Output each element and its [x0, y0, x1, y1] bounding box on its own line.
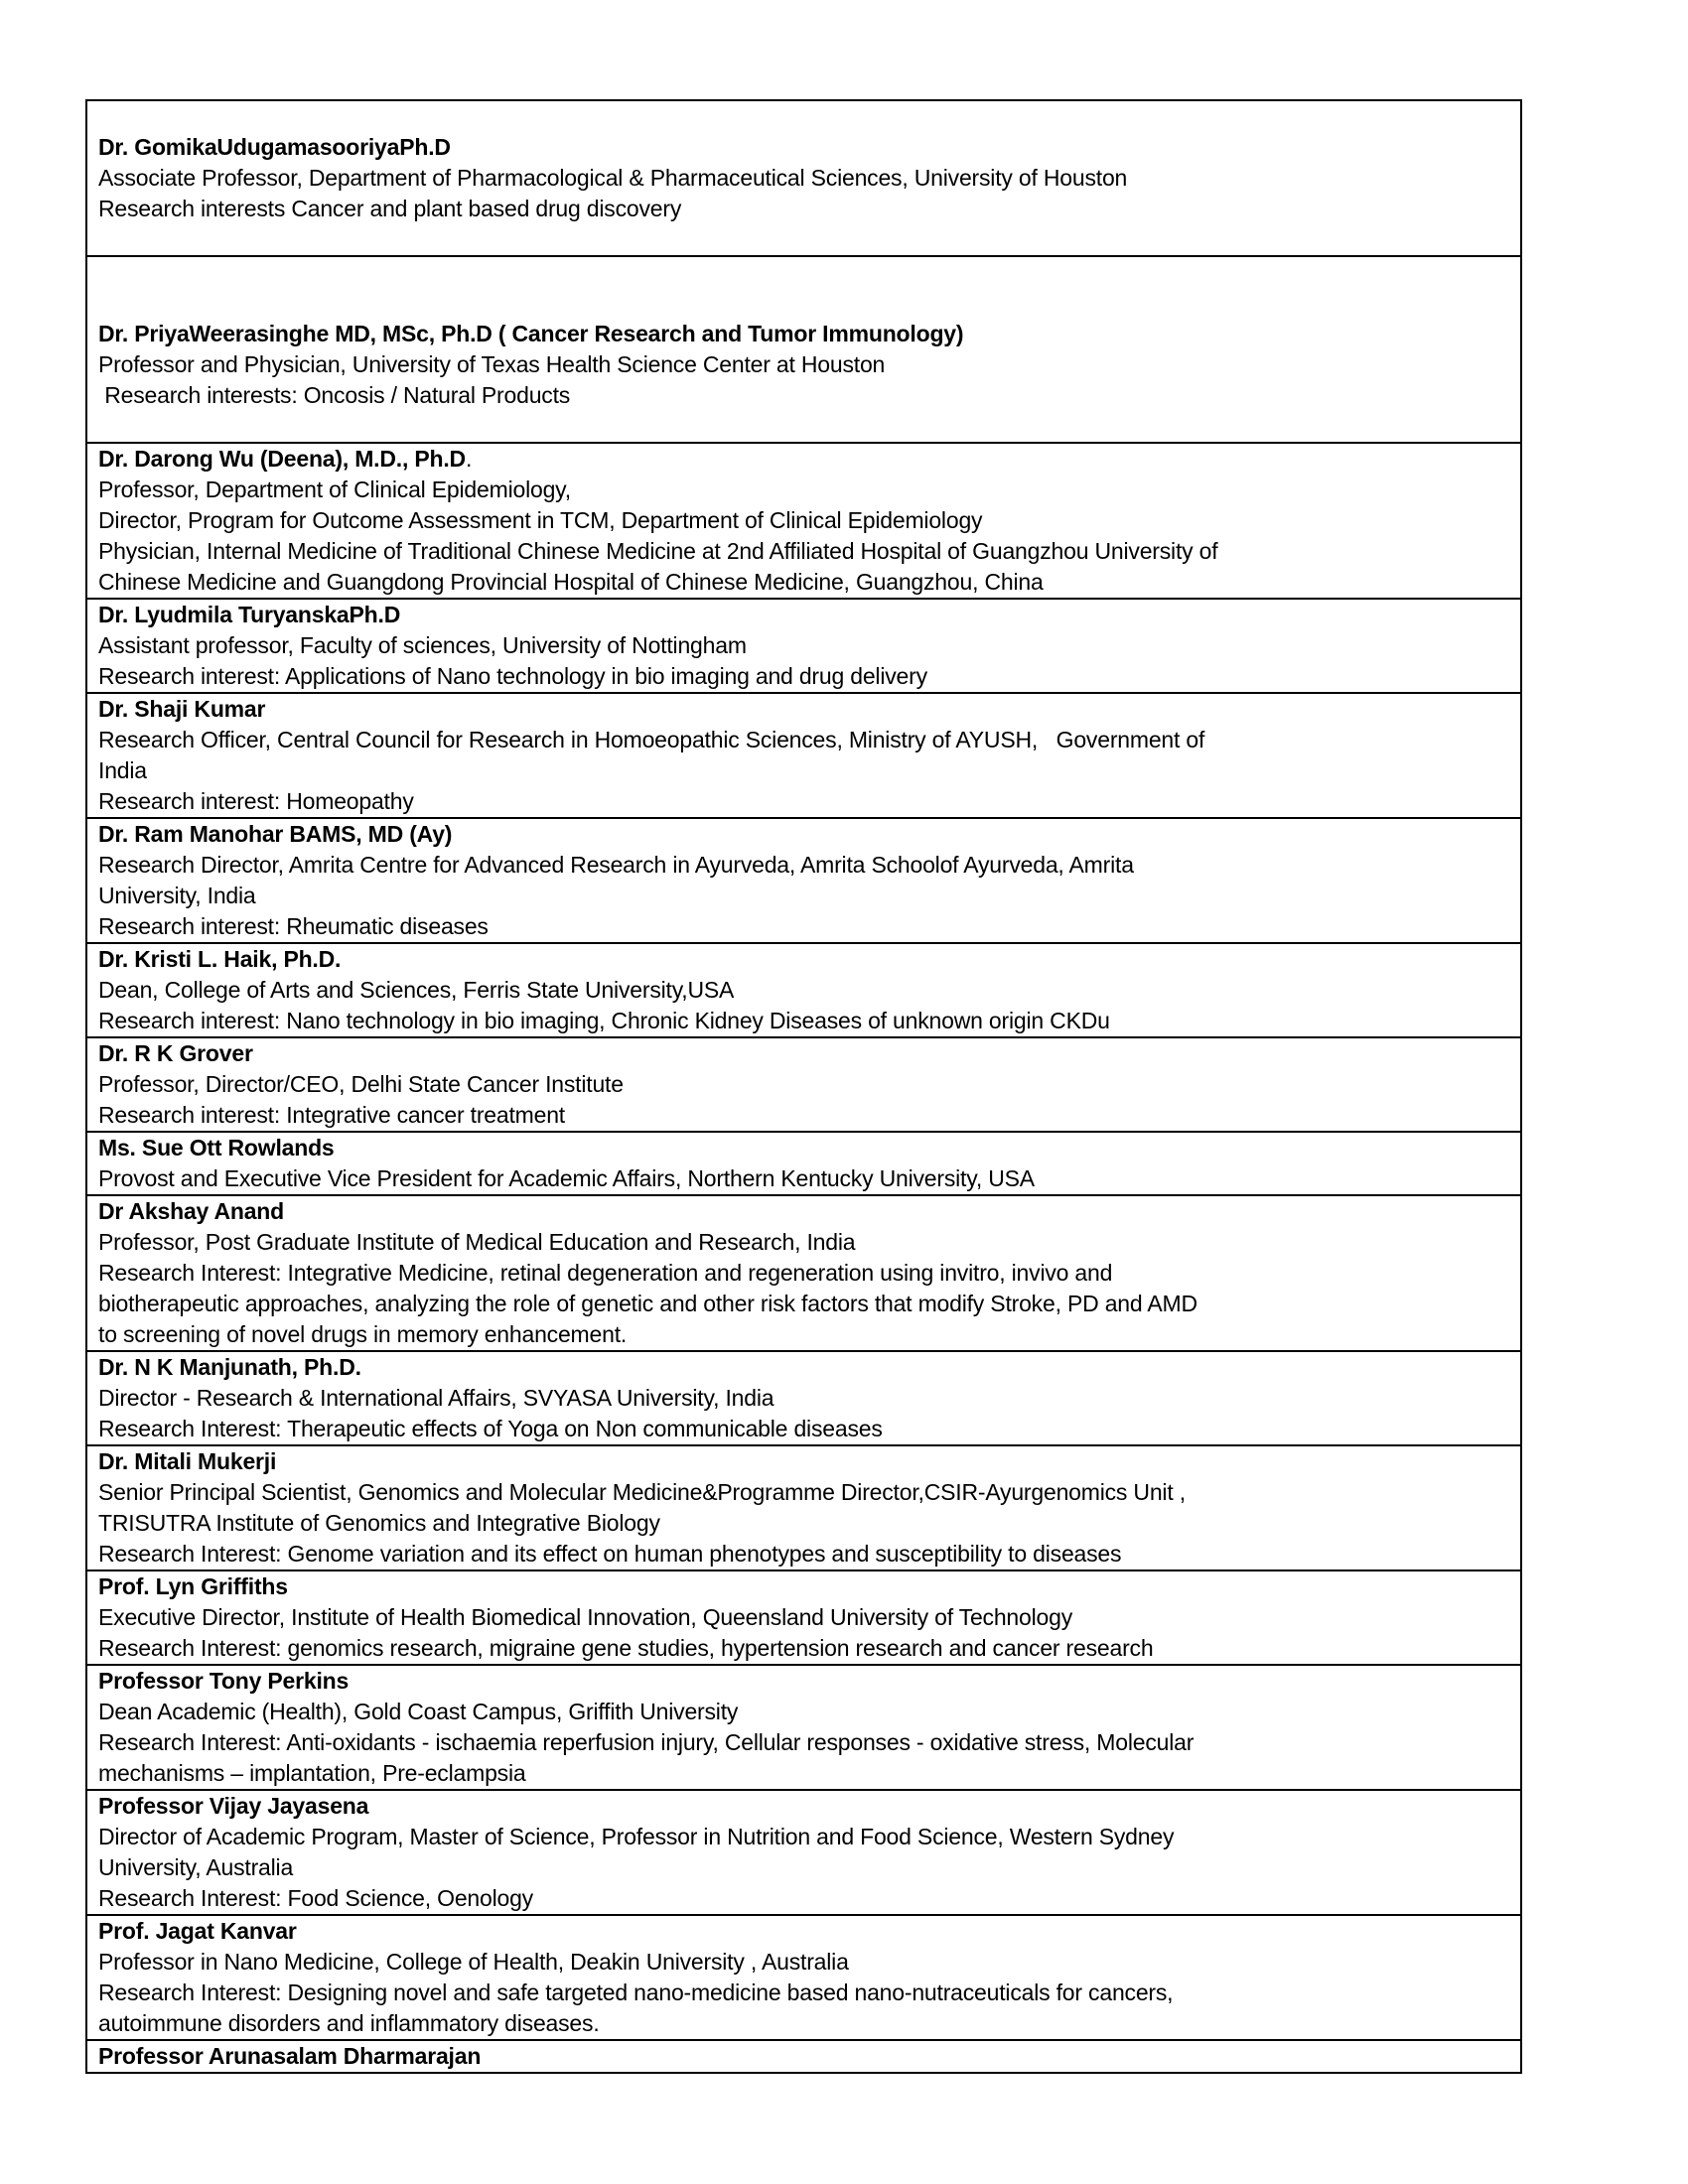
- member-detail-line: Research interest: Applications of Nano technology in bio imaging and drug delivery: [98, 663, 927, 689]
- member-name: Dr Akshay Anand: [98, 1198, 285, 1224]
- blank-line: [98, 224, 1506, 255]
- member-row: [86, 1665, 1521, 1790]
- member-detail-line: TRISUTRA Institute of Genomics and Integrative Biology: [98, 1510, 660, 1536]
- member-detail-line: Professor and Physician, University of Texas Health Science Center at Houston: [98, 351, 886, 377]
- member-detail-line: autoimmune disorders and inflammatory diseases.: [98, 2010, 600, 2036]
- member-name: Dr. Lyudmila TuryanskaPh.D: [98, 602, 401, 627]
- member-name: Dr. Ram Manohar BAMS, MD (Ay): [98, 821, 453, 847]
- blank-line: [98, 288, 1506, 319]
- member-detail-line: Chinese Medicine and Guangdong Provincial Hospital of Chinese Medicine, Guangzhou, China: [98, 569, 1044, 595]
- member-detail-line: Director - Research & International Affairs, SVYASA University, India: [98, 1385, 774, 1411]
- member-row: [86, 1445, 1521, 1570]
- member-cell: [86, 256, 1521, 443]
- member-cell: [86, 1790, 1521, 1915]
- member-detail-line: Research interests Cancer and plant based drug discovery: [98, 196, 682, 221]
- member-detail-line: Research Interest: Therapeutic effects of Yoga on Non communicable diseases: [98, 1416, 883, 1441]
- member-row: [86, 1132, 1521, 1195]
- member-name: Dr. Shaji Kumar: [98, 696, 266, 722]
- member-cell: [86, 100, 1521, 256]
- member-row: [86, 1351, 1521, 1445]
- member-name: Professor Vijay Jayasena: [98, 1793, 369, 1819]
- member-detail-line: Research Interest: Anti-oxidants - ischaemia reperfusion injury, Cellular responses - oxidative stress, Molecular: [98, 1729, 1195, 1755]
- member-name: Dr. Kristi L. Haik, Ph.D.: [98, 946, 342, 972]
- blank-line: [98, 411, 1506, 442]
- committee-members-table: [85, 99, 1522, 2074]
- member-detail-line: Research Interest: Food Science, Oenology: [98, 1885, 533, 1911]
- member-detail-line: Research Interest: Designing novel and safe targeted nano-medicine based nano-nutraceuticals for cancers,: [98, 1979, 1174, 2005]
- member-detail-line: Senior Principal Scientist, Genomics and Molecular Medicine&Programme Director,CSIR-Ayurgenomics Unit ,: [98, 1479, 1186, 1505]
- member-detail-line: Research Interest: genomics research, migraine gene studies, hypertension research and cancer research: [98, 1635, 1154, 1661]
- member-name-suffix: .: [465, 446, 473, 472]
- member-detail-line: Research Officer, Central Council for Research in Homoeopathic Sciences, Ministry of AYUSH, Government of: [98, 727, 1205, 752]
- member-cell: [86, 1351, 1521, 1445]
- member-name: Dr. GomikaUdugamasooriyaPh.D: [98, 134, 451, 160]
- member-cell: [86, 1915, 1521, 2040]
- blank-line: [98, 257, 1506, 288]
- member-name: Dr. N K Manjunath, Ph.D.: [98, 1354, 361, 1380]
- member-name: Dr. Darong Wu (Deena), M.D., Ph.D.: [98, 446, 473, 472]
- member-cell: [86, 599, 1521, 693]
- member-name: Prof. Lyn Griffiths: [98, 1573, 288, 1599]
- member-row: [86, 1570, 1521, 1665]
- member-detail-line: Research interest: Integrative cancer treatment: [98, 1102, 565, 1128]
- member-detail-line: Research interests: Oncosis / Natural Products: [98, 382, 571, 408]
- member-cell: [86, 693, 1521, 818]
- member-detail-line: Research interest: Homeopathy: [98, 788, 414, 814]
- member-detail-line: biotherapeutic approaches, analyzing the role of genetic and other risk factors that modify Stroke, PD and AMD: [98, 1291, 1197, 1316]
- member-row: [86, 818, 1521, 943]
- member-detail-line: Director of Academic Program, Master of Science, Professor in Nutrition and Food Science, Western Sydney: [98, 1824, 1175, 1849]
- member-row: [86, 256, 1521, 443]
- member-cell: [86, 1195, 1521, 1351]
- member-cell: [86, 943, 1521, 1037]
- member-name: Professor Tony Perkins: [98, 1668, 350, 1694]
- member-row: [86, 443, 1521, 599]
- member-name: Prof. Jagat Kanvar: [98, 1918, 297, 1944]
- member-row: [86, 1195, 1521, 1351]
- member-name: Ms. Sue Ott Rowlands: [98, 1135, 335, 1160]
- member-detail-line: Professor, Director/CEO, Delhi State Cancer Institute: [98, 1071, 624, 1097]
- member-detail-line: Dean, College of Arts and Sciences, Ferris State University,USA: [98, 977, 735, 1003]
- member-row: [86, 1037, 1521, 1132]
- member-row: [86, 1790, 1521, 1915]
- member-detail-line: Professor in Nano Medicine, College of Health, Deakin University , Australia: [98, 1949, 849, 1975]
- member-detail-line: to screening of novel drugs in memory enhancement.: [98, 1321, 628, 1347]
- member-detail-line: Director, Program for Outcome Assessment in TCM, Department of Clinical Epidemiology: [98, 507, 983, 533]
- member-row: [86, 100, 1521, 256]
- member-detail-line: India: [98, 757, 147, 783]
- member-detail-line: Professor, Department of Clinical Epidemiology,: [98, 477, 571, 502]
- member-detail-line: Assistant professor, Faculty of sciences, University of Nottingham: [98, 632, 747, 658]
- member-detail-line: Research Director, Amrita Centre for Advanced Research in Ayurveda, Amrita Schoolof Ayurveda, Amrita: [98, 852, 1134, 878]
- member-name: Dr. PriyaWeerasinghe MD, MSc, Ph.D ( Cancer Research and Tumor Immunology): [98, 321, 964, 346]
- member-detail-line: Physician, Internal Medicine of Traditional Chinese Medicine at 2nd Affiliated Hospital of Guangzhou University of: [98, 538, 1218, 564]
- blank-line: [98, 101, 1506, 132]
- member-cell: [86, 2040, 1521, 2073]
- member-name: Dr. R K Grover: [98, 1040, 253, 1066]
- member-name: Dr. Mitali Mukerji: [98, 1448, 277, 1474]
- member-cell: [86, 1665, 1521, 1790]
- member-cell: [86, 1445, 1521, 1570]
- member-detail-line: mechanisms – implantation, Pre-eclampsia: [98, 1760, 526, 1786]
- member-cell: [86, 1570, 1521, 1665]
- member-cell: [86, 818, 1521, 943]
- member-name: Professor Arunasalam Dharmarajan: [98, 2043, 482, 2069]
- member-row: [86, 2040, 1521, 2073]
- committee-members-table-body: [86, 100, 1521, 2073]
- member-detail-line: University, Australia: [98, 1854, 294, 1880]
- member-detail-line: Research interest: Rheumatic diseases: [98, 913, 489, 939]
- member-cell: [86, 443, 1521, 599]
- member-detail-line: University, India: [98, 883, 256, 908]
- member-row: [86, 693, 1521, 818]
- member-detail-line: Provost and Executive Vice President for Academic Affairs, Northern Kentucky University, USA: [98, 1165, 1035, 1191]
- member-row: [86, 1915, 1521, 2040]
- member-detail-line: Research Interest: Integrative Medicine, retinal degeneration and regeneration using invitro, invivo and: [98, 1260, 1113, 1286]
- member-detail-line: Research interest: Nano technology in bio imaging, Chronic Kidney Diseases of unknown origin CKDu: [98, 1008, 1110, 1033]
- member-detail-line: Associate Professor, Department of Pharmacological & Pharmaceutical Sciences, University of Houston: [98, 165, 1128, 191]
- member-row: [86, 943, 1521, 1037]
- member-cell: [86, 1037, 1521, 1132]
- member-cell: [86, 1132, 1521, 1195]
- member-row: [86, 599, 1521, 693]
- member-detail-line: Professor, Post Graduate Institute of Medical Education and Research, India: [98, 1229, 856, 1255]
- member-detail-line: Executive Director, Institute of Health Biomedical Innovation, Queensland University of Technology: [98, 1604, 1073, 1630]
- member-detail-line: Dean Academic (Health), Gold Coast Campus, Griffith University: [98, 1699, 739, 1724]
- member-detail-line: Research Interest: Genome variation and its effect on human phenotypes and susceptibility to diseases: [98, 1541, 1122, 1567]
